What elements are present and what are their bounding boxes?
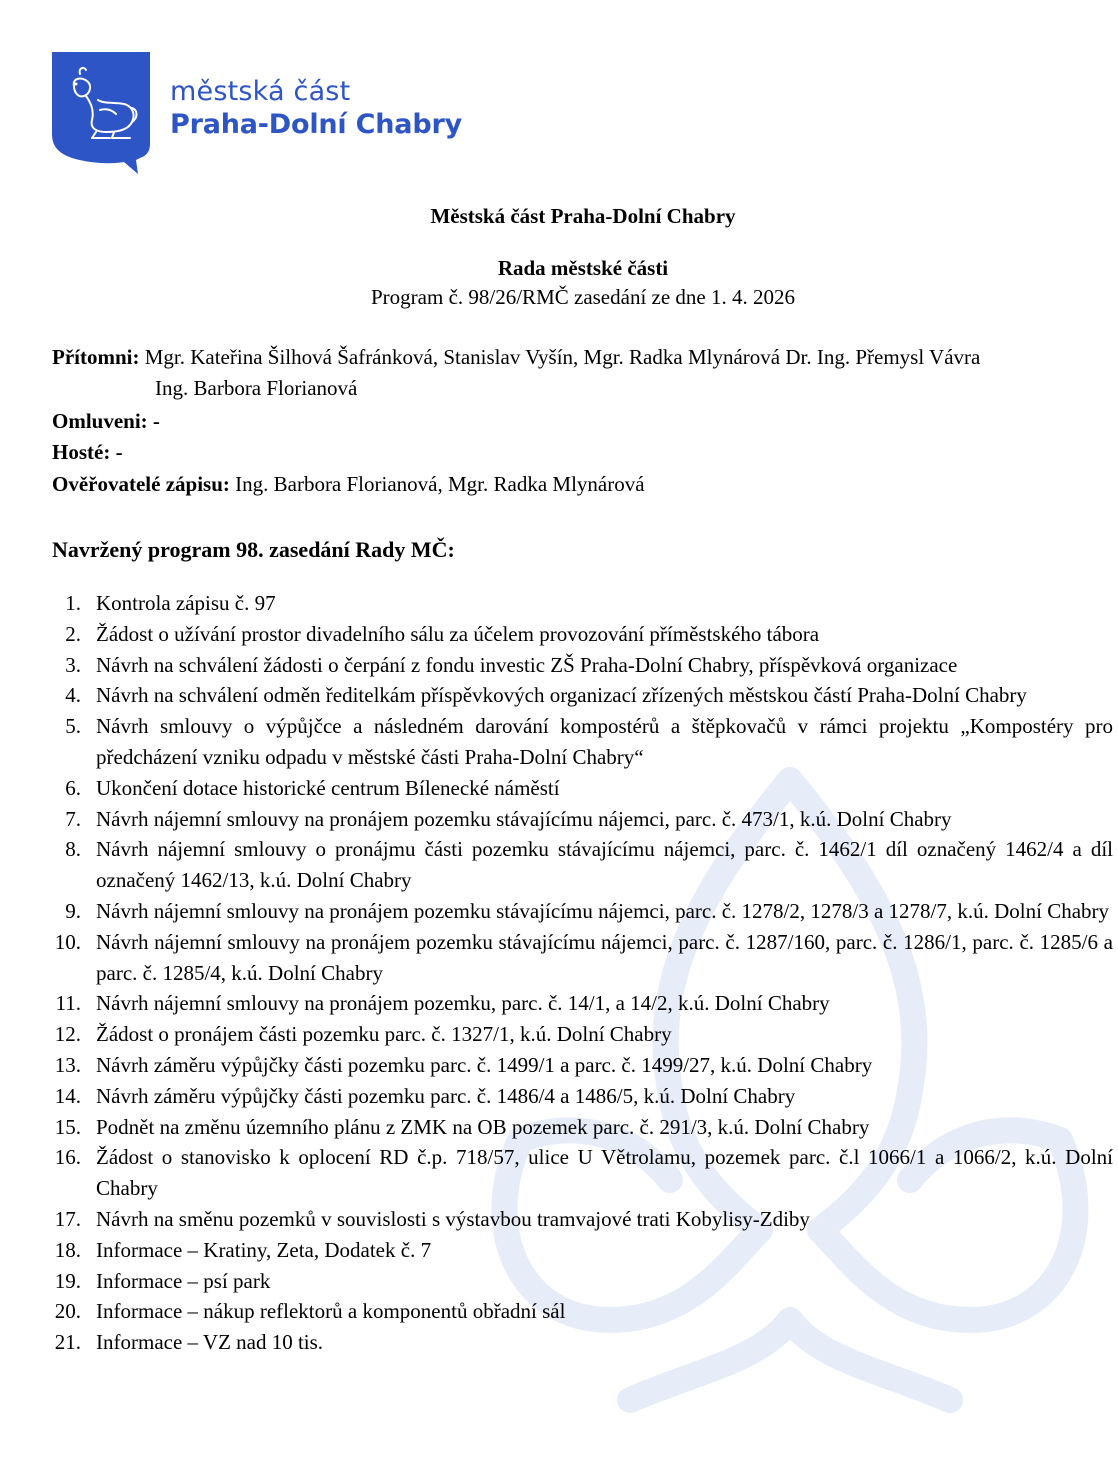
list-item: [52, 834, 1113, 896]
agenda-item-number: 17.: [54, 1206, 81, 1231]
agenda-item-text: Informace – psí park: [96, 1268, 271, 1293]
agenda-item-text: Žádost o užívání prostor divadelního sálu za účelem provozování příměstského tábora: [96, 621, 820, 646]
agenda-item-text: Návrh smlouvy o výpůjčce a následném darování kompostérů a štěpkovačů v rámci projektu „Kompostéry pro předcházení vzniku odpadu v městské části Praha-Dolní Chabry“: [96, 714, 1113, 769]
list-item: [52, 711, 1113, 773]
verifiers-label: Ověřovatelé zápisu:: [52, 472, 230, 496]
list-item: [52, 896, 1113, 927]
agenda-item-text: Návrh nájemní smlouvy na pronájem pozemku, parc. č. 14/1, a 14/2, k.ú. Dolní Chabry: [96, 991, 830, 1016]
agenda-item-number: 3.: [65, 652, 81, 677]
agenda-item-text: Návrh záměru výpůjčky části pozemku parc. č. 1499/1 a parc. č. 1499/27, k.ú. Dolní Chabry: [96, 1052, 873, 1077]
agenda-item-text: Ukončení dotace historické centrum Bílenecké náměstí: [96, 775, 560, 800]
agenda-item-number: 6.: [65, 775, 81, 800]
list-item: [52, 1050, 1113, 1081]
agenda-item-text: Kontrola zápisu č. 97: [96, 591, 276, 615]
agenda-item-text: Návrh nájemní smlouvy na pronájem pozemku stávajícímu nájemci, parc. č. 1287/160, parc. č. 1286/1, parc. č. 1285/6 a parc. č. 1285/4, k.ú. Dolní Chabry: [96, 929, 1113, 985]
agenda-item-number: 4.: [65, 683, 81, 708]
list-item: [52, 588, 1113, 619]
excused-row: [52, 406, 160, 436]
excused-label: Omluveni: -: [52, 409, 160, 433]
agenda-item-number: 21.: [54, 1330, 81, 1355]
agenda-title: Navržený program 98. zasedání Rady MČ:: [52, 537, 455, 562]
list-item: [52, 619, 1113, 650]
agenda-item-number: 2.: [65, 621, 81, 646]
list-item: [52, 927, 1113, 989]
council-heading: Rada městské části: [497, 256, 669, 280]
agenda-item-number: 5.: [65, 714, 81, 739]
logo-line-district: městská část: [170, 76, 351, 107]
list-item: [52, 1235, 1113, 1266]
present-row: [52, 342, 980, 372]
agenda-item-number: 10.: [54, 929, 81, 954]
present-names-continued: Ing. Barbora Florianová: [155, 376, 358, 400]
agenda-item-number: 8.: [65, 837, 81, 862]
list-item: [52, 680, 1113, 711]
list-item: [52, 1204, 1113, 1235]
agenda-item-number: 1.: [65, 591, 81, 615]
agenda-item-text: Návrh nájemní smlouvy na pronájem pozemku stávajícímu nájemci, parc. č. 1278/2, 1278/3 a 1278/7, k.ú. Dolní Chabry: [96, 898, 1110, 923]
agenda-item-number: 11.: [55, 991, 81, 1016]
list-item: [52, 1081, 1113, 1112]
agenda-list: [52, 588, 1113, 1358]
agenda-item-number: 12.: [54, 1022, 81, 1047]
agenda-item-number: 16.: [54, 1145, 81, 1170]
agenda-item-number: 18.: [54, 1237, 81, 1262]
list-item: [52, 804, 1113, 835]
agenda-item-text: Návrh nájemní smlouvy o pronájmu části pozemku stávajícímu nájemci, parc. č. 1462/1 díl označený 1462/4 a díl označený 1462/13, k.ú. Dolní Chabry: [96, 837, 1113, 893]
logo-line-name: Praha-Dolní Chabry: [170, 109, 462, 140]
list-item: [52, 1296, 1113, 1327]
agenda-item-text: Žádost o stanovisko k oplocení RD č.p. 718/57, ulice U Větrolamu, pozemek parc. č.l 1066/1 a 1066/2, k.ú. Dolní Chabry: [96, 1145, 1113, 1201]
list-item: [52, 1019, 1113, 1050]
agenda-item-text: Informace – Kratiny, Zeta, Dodatek č. 7: [96, 1237, 432, 1262]
agenda-item-number: 20.: [54, 1299, 81, 1324]
list-item: [52, 650, 1113, 681]
agenda-item-text: Návrh na schválení žádosti o čerpání z fondu investic ZŠ Praha-Dolní Chabry, příspěvková organizace: [96, 652, 958, 677]
verifiers-row: [52, 469, 645, 499]
agenda-item-text: Návrh záměru výpůjčky části pozemku parc. č. 1486/4 a 1486/5, k.ú. Dolní Chabry: [96, 1083, 796, 1108]
list-item: [52, 1266, 1113, 1297]
present-names: Mgr. Kateřina Šilhová Šafránková, Stanislav Vyšín, Mgr. Radka Mlynárová Dr. Ing. Přemysl Vávra: [144, 345, 981, 369]
agenda-item-number: 14.: [54, 1083, 81, 1108]
agenda-item-number: 19.: [54, 1268, 81, 1293]
list-item: [52, 773, 1113, 804]
agenda-item-text: Žádost o pronájem části pozemku parc. č. 1327/1, k.ú. Dolní Chabry: [96, 1022, 672, 1047]
guests-row: [52, 437, 123, 467]
list-item: [52, 988, 1113, 1019]
agenda-item-text: Návrh na směnu pozemků v souvislosti s výstavbou tramvajové trati Kobylisy-Zdiby: [96, 1206, 810, 1231]
agenda-item-number: 13.: [54, 1052, 81, 1077]
organization-heading: Městská část Praha-Dolní Chabry: [430, 204, 736, 228]
verifiers-names: Ing. Barbora Florianová, Mgr. Radka Mlynárová: [235, 472, 645, 496]
agenda-item-text: Informace – nákup reflektorů a komponentů obřadní sál: [96, 1299, 566, 1324]
agenda-item-number: 9.: [65, 898, 81, 923]
agenda-item-number: 15.: [54, 1114, 81, 1139]
agenda-item-text: Informace – VZ nad 10 tis.: [96, 1330, 324, 1355]
agenda-item-number: 7.: [65, 806, 81, 831]
agenda-item-text: Podnět na změnu územního plánu z ZMK na OB pozemek parc. č. 291/3, k.ú. Dolní Chabry: [96, 1114, 870, 1139]
guests-label: Hosté: -: [52, 440, 123, 464]
list-item: [52, 1142, 1113, 1204]
list-item: [52, 1327, 1113, 1358]
agenda-item-text: Návrh na schválení odměn ředitelkám příspěvkových organizací zřízených městskou částí Praha-Dolní Chabry: [96, 683, 1027, 708]
present-label: Přítomni:: [52, 345, 140, 369]
program-heading: Program č. 98/26/RMČ zasedání ze dne 1. 4. 2026: [371, 285, 795, 309]
lamb-emblem-icon: [52, 52, 150, 176]
list-item: [52, 1112, 1113, 1143]
agenda-item-text: Návrh nájemní smlouvy na pronájem pozemku stávajícímu nájemci, parc. č. 473/1, k.ú. Dolní Chabry: [96, 806, 952, 831]
logo-wordmark: [170, 76, 462, 142]
